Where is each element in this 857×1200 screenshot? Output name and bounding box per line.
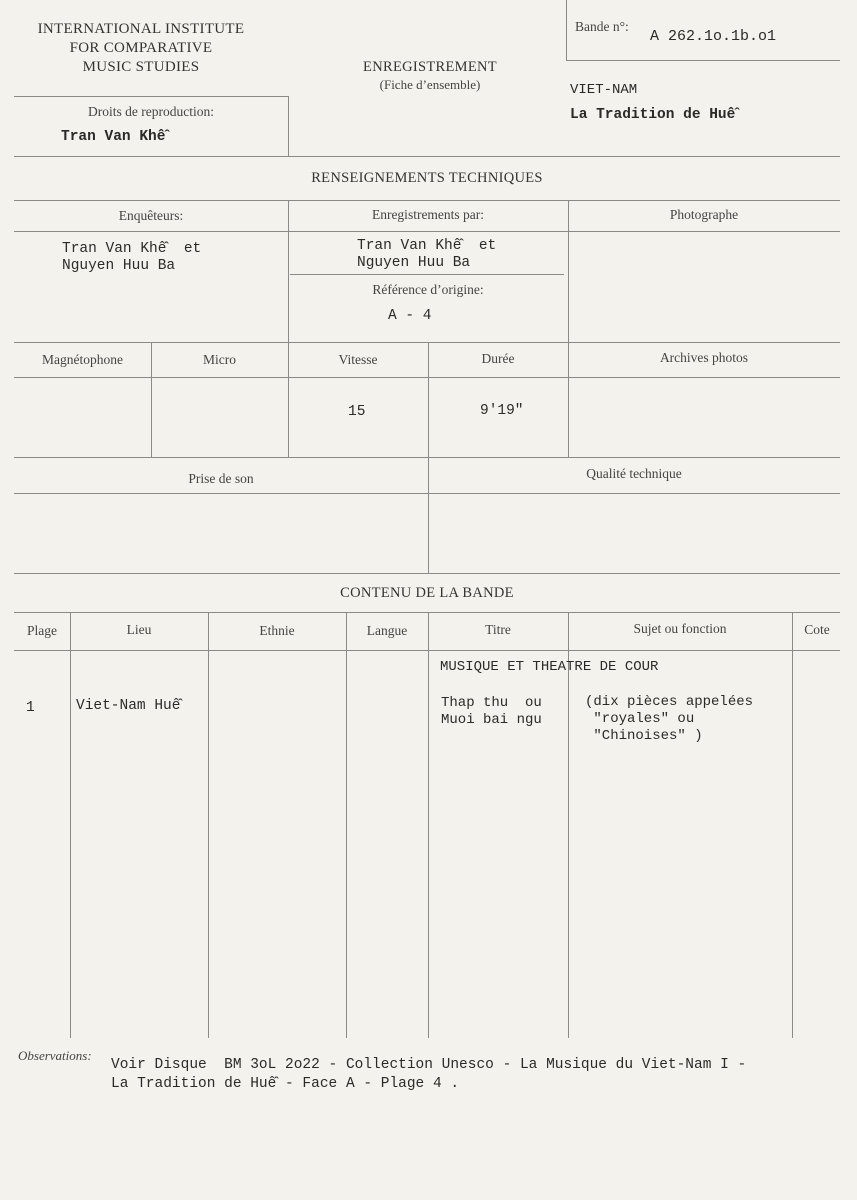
vitesse-label: Vitesse — [338, 352, 378, 367]
prise-label: Prise de son — [188, 471, 254, 486]
country: VIET-NAM — [570, 82, 638, 98]
duree-value: 9'19" — [480, 403, 524, 419]
col-cote: Cote — [804, 622, 830, 637]
content-heading: MUSIQUE ET THEATRE DE COUR — [440, 659, 659, 675]
duree-label: Durée — [481, 351, 515, 366]
col-ethnie: Ethnie — [259, 623, 295, 638]
qualite-label: Qualité technique — [586, 466, 682, 481]
enregistrements-value: Tran Van Khê̂ et Nguyen Huu Ba — [357, 238, 497, 271]
institute-line-1: INTERNATIONAL INSTITUTE — [37, 21, 245, 37]
institute-line-3: MUSIC STUDIES — [82, 59, 200, 75]
plage-value: 1 — [26, 700, 35, 716]
magnetophone-label: Magnétophone — [42, 352, 123, 367]
col-plage: Plage — [27, 623, 57, 638]
archives-label: Archives photos — [659, 350, 749, 365]
reference-value: A - 4 — [388, 308, 432, 324]
col-sujet: Sujet ou fonction — [633, 621, 727, 636]
col-titre: Titre — [485, 622, 511, 637]
enqueteurs-label: Enquêteurs: — [118, 208, 184, 223]
micro-label: Micro — [203, 352, 236, 367]
institute-line-2: FOR COMPARATIVE — [69, 40, 213, 56]
enregistrements-label: Enregistrements par: — [371, 207, 485, 222]
vitesse-value: 15 — [348, 404, 366, 420]
titre-value: Thap thu ou Muoi bai ngu — [441, 695, 542, 728]
form-title: ENREGISTREMENT — [363, 59, 497, 75]
institute-name — [10, 20, 272, 77]
section-technical-title: RENSEIGNEMENTS TECHNIQUES — [311, 170, 543, 186]
col-lieu: Lieu — [126, 622, 152, 637]
section-content-title: CONTENU DE LA BANDE — [340, 585, 514, 601]
droits-value: Tran Van Khê̂ — [61, 129, 166, 145]
observations-text: Voir Disque BM 3oL 2o22 - Collection Unesco - La Musique du Viet-Nam I - La Tradition de Huê̂ - Face A - Plage 4 . — [111, 1057, 747, 1092]
bande-label: Bande n°: — [575, 19, 629, 34]
sujet-value: (dix pièces appelées "royales" ou "Chinoises" ) — [585, 694, 754, 744]
form-subtitle: (Fiche d’ensemble) — [379, 77, 481, 92]
bande-number: A 262.1o.1b.o1 — [650, 28, 777, 45]
droits-label: Droits de reproduction: — [88, 104, 214, 119]
lieu-value: Viet-Nam Huê̂ — [76, 698, 181, 714]
photographe-label: Photographe — [669, 207, 739, 222]
enqueteurs-value: Tran Van Khê̂ et Nguyen Huu Ba — [62, 241, 202, 274]
reference-label: Référence d’origine: — [372, 282, 484, 297]
collection-title: La Tradition de Huê̂ — [570, 107, 736, 123]
col-langue: Langue — [366, 623, 408, 638]
observations-label: Observations: — [18, 1048, 92, 1063]
